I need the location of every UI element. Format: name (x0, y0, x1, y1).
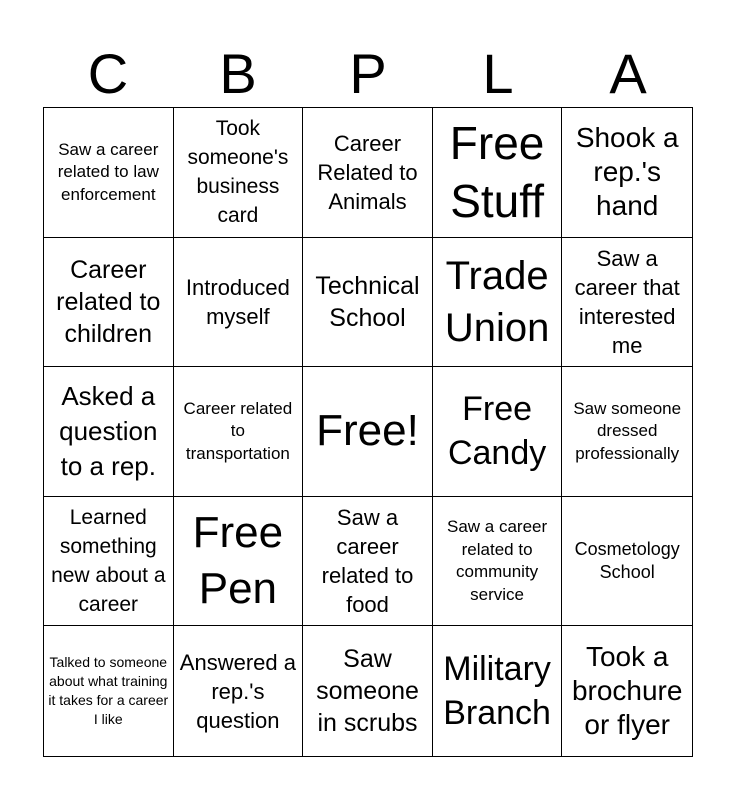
cell-text: Introduced myself (185, 274, 290, 329)
cell-text: Shook a rep.'s hand (575, 122, 679, 222)
cell-text: Free Stuff (449, 117, 545, 228)
bingo-cell[interactable] (433, 367, 563, 497)
bingo-cell[interactable] (174, 626, 304, 756)
bingo-cell[interactable] (562, 238, 692, 368)
cell-text: Saw a career that interested me (574, 245, 680, 358)
bingo-cell[interactable] (562, 626, 692, 756)
bingo-cell[interactable] (303, 367, 433, 497)
cell-text: Career Related to Animals (317, 130, 418, 214)
bingo-cell[interactable] (44, 497, 174, 627)
header-letter-b: B (219, 42, 257, 105)
cell-text: Free Pen (192, 508, 284, 614)
cell-text: Free! (316, 406, 419, 456)
bingo-cell[interactable] (174, 367, 304, 497)
cell-text: Military Branch (443, 650, 551, 733)
cell-text: Cosmetology School (574, 539, 680, 583)
bingo-cell[interactable] (174, 108, 304, 238)
header-letter-l: L (482, 42, 514, 105)
cell-text: Saw someone dressed professionally (573, 398, 682, 463)
bingo-cell[interactable] (303, 497, 433, 627)
bingo-cell[interactable] (174, 497, 304, 627)
cell-text: Answered a rep.'s question (179, 649, 296, 733)
cell-text: Career related to transportation (183, 398, 293, 463)
cell-text: Saw a career related to law enforcement (57, 139, 159, 204)
cell-text: Free Candy (447, 390, 547, 473)
bingo-cell[interactable] (433, 238, 563, 368)
cell-text: Took a brochure or flyer (571, 641, 683, 741)
bingo-header (43, 40, 693, 108)
cell-text: Career related to children (56, 255, 161, 348)
cell-text: Saw a career related to community service (447, 517, 548, 604)
cell-text: Trade Union (444, 253, 550, 350)
bingo-cell[interactable] (433, 626, 563, 756)
bingo-cell[interactable] (174, 238, 304, 368)
bingo-cell[interactable] (303, 626, 433, 756)
bingo-cell[interactable] (562, 108, 692, 238)
bingo-cell[interactable] (433, 497, 563, 627)
bingo-cell[interactable] (44, 238, 174, 368)
bingo-cell[interactable] (44, 626, 174, 756)
bingo-grid (43, 107, 693, 757)
bingo-cell[interactable] (562, 367, 692, 497)
bingo-cell[interactable] (44, 108, 174, 238)
bingo-cell[interactable] (303, 108, 433, 238)
header-letter-c: C (87, 42, 129, 105)
cell-text: Technical School (315, 271, 420, 332)
cell-text: Took someone's business card (187, 117, 289, 228)
bingo-cell[interactable] (433, 108, 563, 238)
cell-text: Saw someone in scrubs (316, 645, 419, 738)
cell-text: Asked a question to a rep. (59, 380, 158, 481)
cell-text: Learned something new about a career (51, 506, 166, 617)
bingo-cell[interactable] (44, 367, 174, 497)
cell-text: Talked to someone about what training it takes for a career I like (48, 654, 169, 728)
cell-text: Saw a career related to food (321, 505, 414, 618)
header-letter-p: P (349, 42, 387, 105)
header-letter-a: A (609, 42, 647, 105)
bingo-cell[interactable] (562, 497, 692, 627)
bingo-cell[interactable] (303, 238, 433, 368)
